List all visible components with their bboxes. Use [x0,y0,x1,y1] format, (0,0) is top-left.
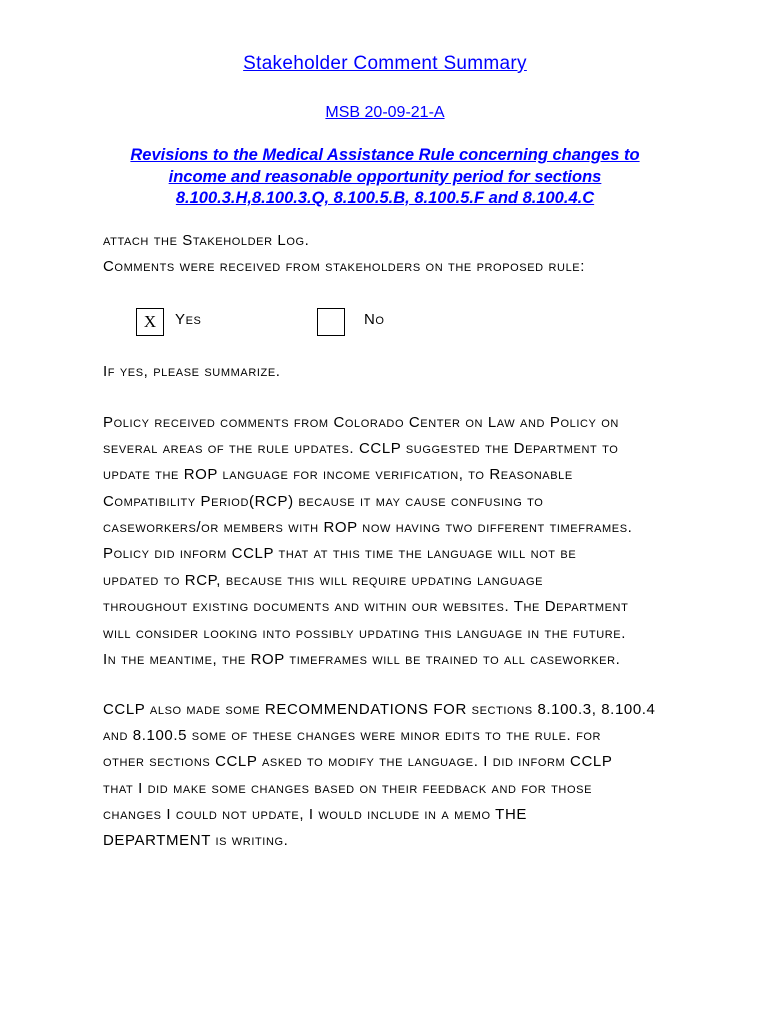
msb-number: MSB 20-09-21-A [325,104,445,121]
paragraph-line: Policy received comments from Colorado Center on Law and Policy on [103,414,619,431]
paragraph-line: In the meantime, the ROP timeframes will be trained to all caseworker. [103,651,621,668]
paragraph-line: DEPARTMENT is writing. [103,832,289,849]
summary-prompt: If yes, please summarize. [103,363,281,380]
yes-checkbox[interactable]: X [136,308,164,336]
paragraph-line: Policy did inform CCLP that at this time the language will not be [103,545,577,562]
rule-subtitle [100,145,670,210]
subtitle-line: income and reasonable opportunity period for sections [168,167,602,186]
paragraph-line: other sections CCLP asked to modify the language. I did inform CCLP [103,753,613,770]
attach-instruction: attach the Stakeholder Log. [103,232,310,249]
paragraph-line: and 8.100.5 some of these changes were minor edits to the rule. for [103,727,602,744]
paragraph-line: changes I could not update, I would include in a memo THE [103,806,527,823]
paragraph-line: throughout existing documents and within our websites. The Department [103,598,629,615]
no-label: No [364,311,385,328]
no-checkbox[interactable] [317,308,345,336]
yes-label: Yes [175,311,202,328]
paragraph-line: update the ROP language for income verification, to Reasonable [103,466,573,483]
paragraph-line: CCLP also made some RECOMMENDATIONS FOR sections 8.100.3, 8.100.4 [103,701,656,718]
document-title: Stakeholder Comment Summary [243,53,527,74]
paragraph-line: will consider looking into possibly updating this language in the future. [103,625,626,642]
paragraph-line: updated to RCP, because this will require updating language [103,572,544,589]
paragraph-line: caseworkers/or members with ROP now having two different timeframes. [103,519,633,536]
subtitle-line: 8.100.3.H,8.100.3.Q, 8.100.5.B, 8.100.5.F and 8.100.4.C [175,189,595,207]
paragraph-line: several areas of the rule updates. CCLP suggested the Department to [103,440,619,457]
comments-received-question: Comments were received from stakeholders on the proposed rule: [103,258,585,275]
paragraph-line: Compatibility Period(RCP) because it may cause confusing to [103,493,544,510]
subtitle-line: Revisions to the Medical Assistance Rule concerning changes to [130,146,640,164]
paragraph-line: that I did make some changes based on their feedback and for those [103,780,593,797]
